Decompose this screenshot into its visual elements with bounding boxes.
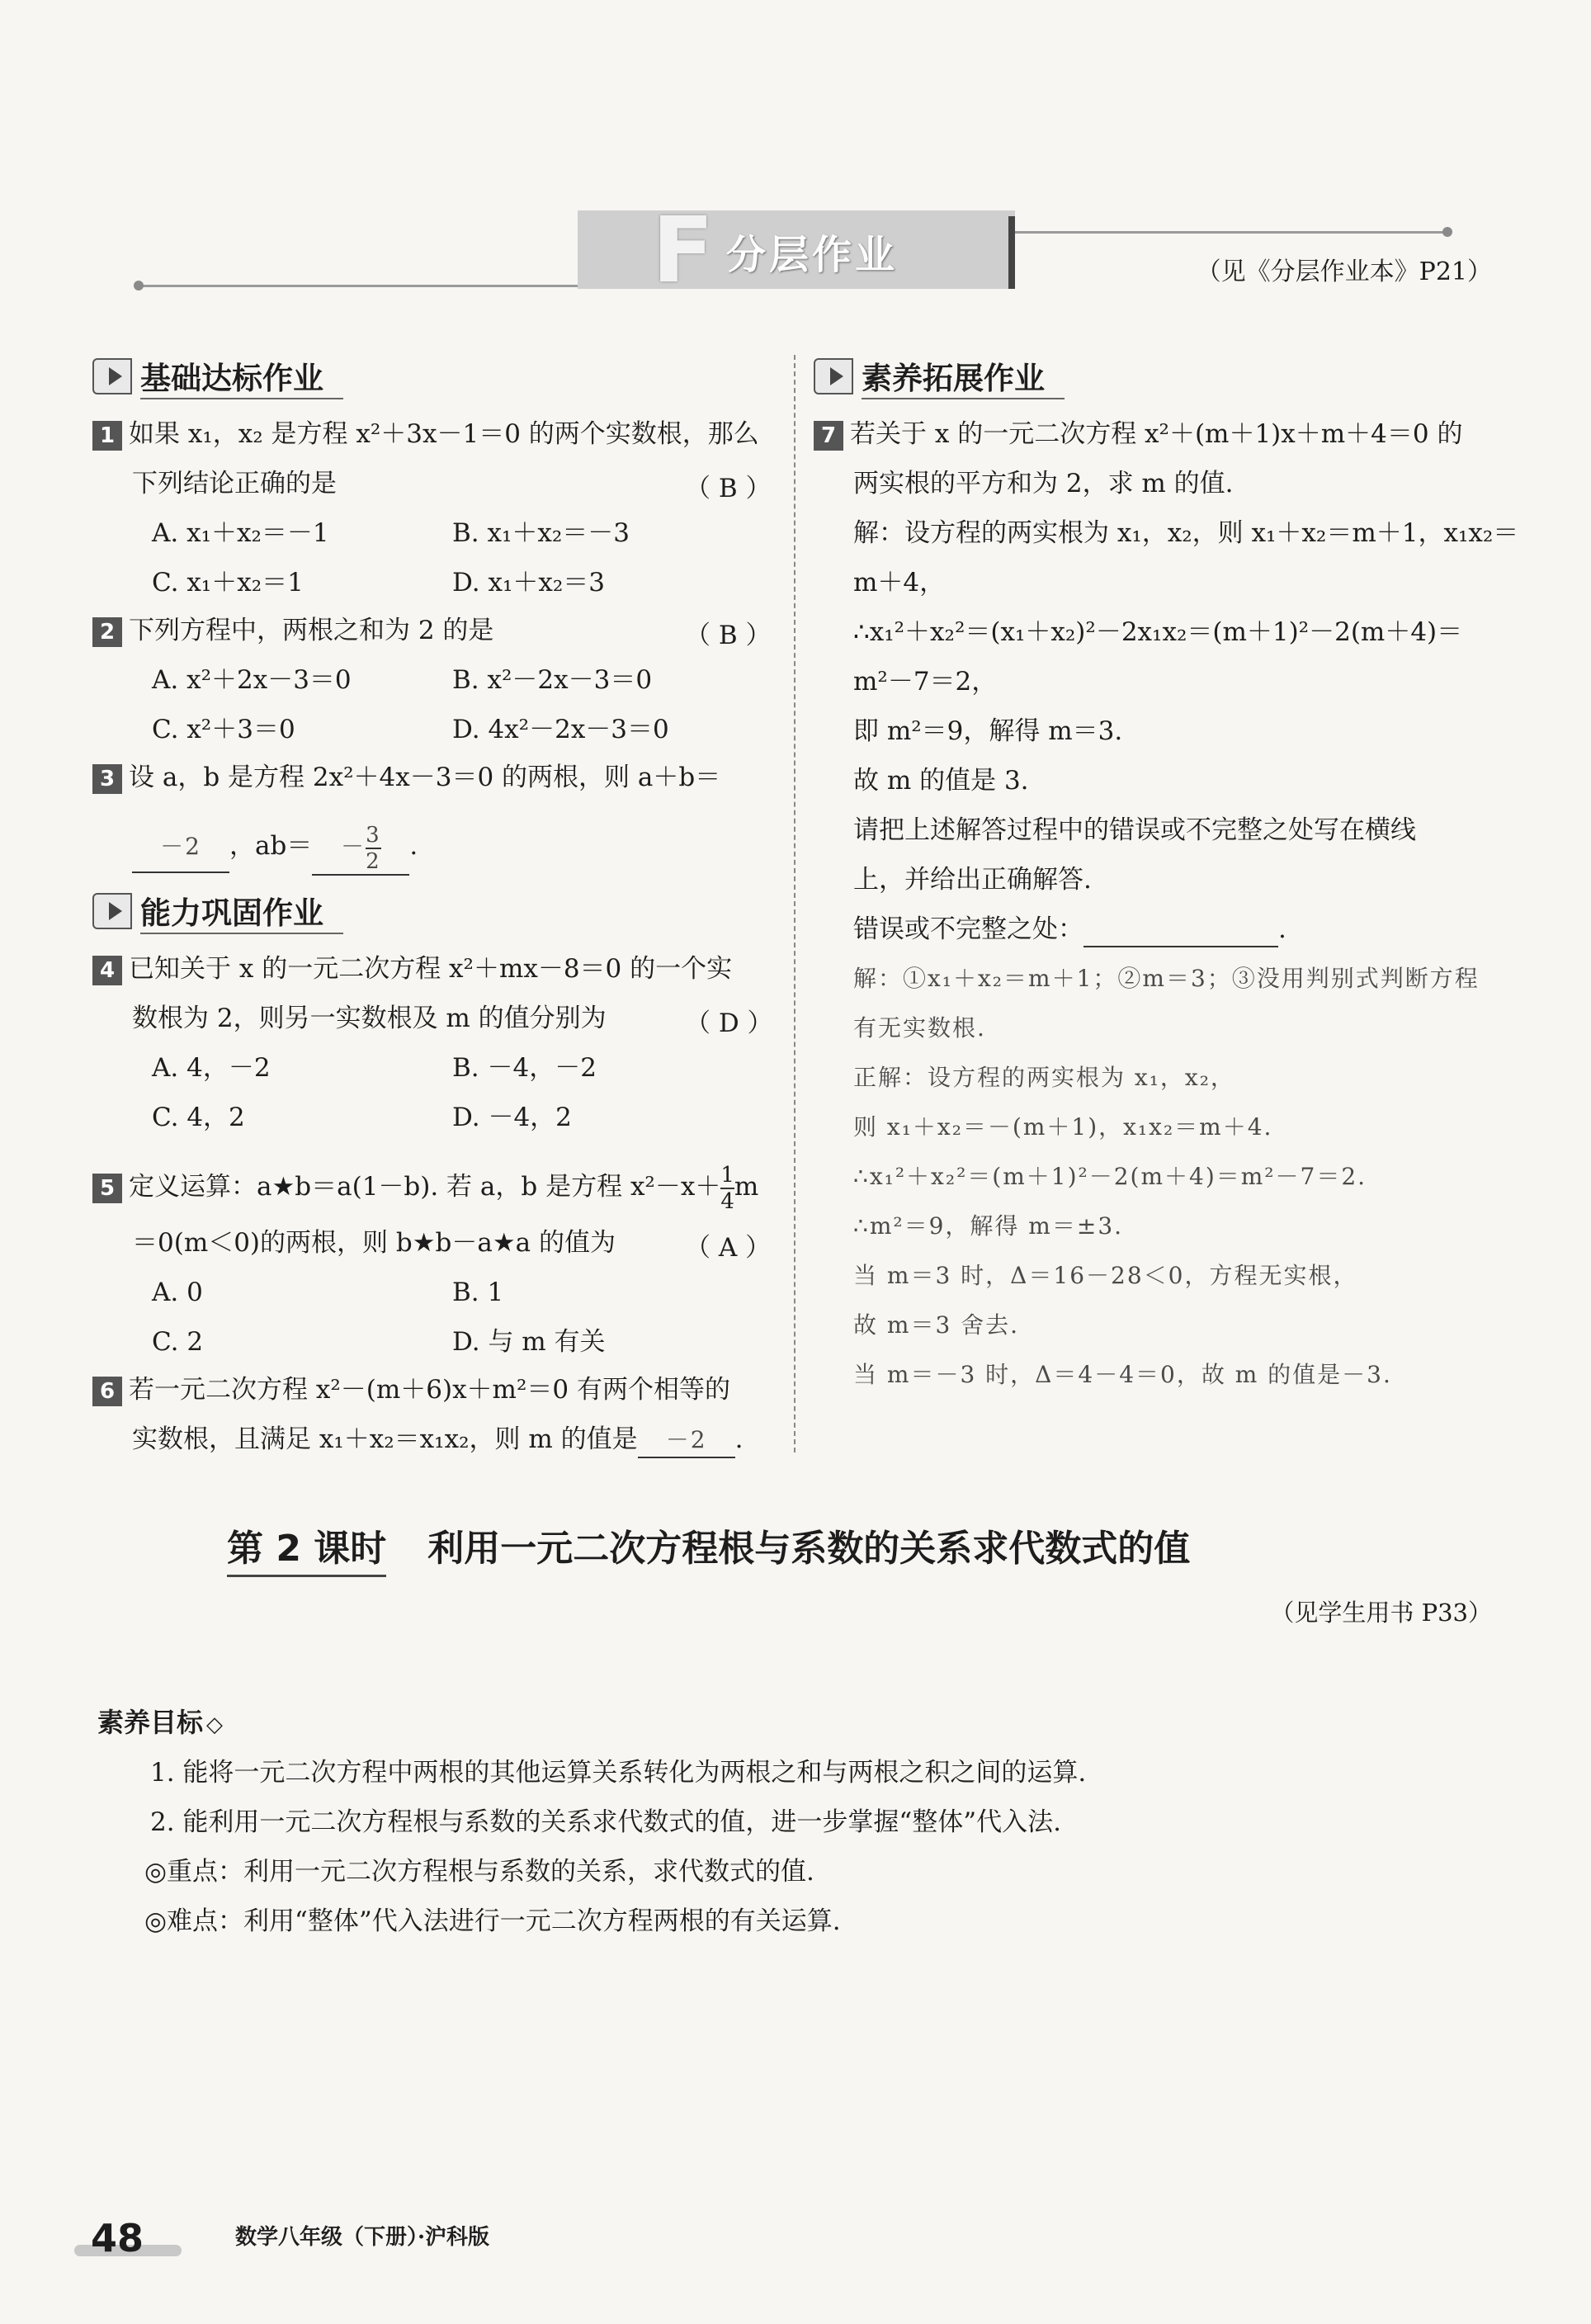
question-3-fraction-num: 3 [366,822,381,848]
question-1-option-c: C. x₁＋x₂＝1 [152,568,304,598]
question-7-line-7: 故 m 的值是 3. [853,766,1029,796]
goals-heading [97,1702,223,1740]
question-7-line-6: 即 m²＝9，解得 m＝3. [853,716,1123,746]
question-7-solution-4: ∴x₁²＋x₂²＝(m＋1)²－2(m＋4)＝m²－7＝2. [853,1163,1367,1190]
section-basic-title: 基础达标作业 [140,353,343,399]
question-1-stem2: 下列结论正确的是 [132,469,337,498]
question-6-blank: －2 [638,1424,735,1458]
goal-key-point: ◎重点：利用一元二次方程根与系数的关系，求代数式的值. [144,1857,814,1887]
question-2-option-b: B. x²－2x－3＝0 [452,665,653,695]
lesson-title-text: 利用一元二次方程根与系数的关系求代数式的值 [427,1528,1191,1570]
question-2-number: 2 [92,617,122,647]
question-4-answer: （ D ） [685,1008,773,1038]
question-3-text: 设 a，b 是方程 2x²＋4x－3＝0 的两根，则 a＋b＝ [129,763,721,792]
question-7-solution-1: 有无实数根. [853,1014,986,1042]
goal-item-2: 2. 能利用一元二次方程根与系数的关系求代数式的值，进一步掌握“整体”代入法. [150,1807,1061,1837]
question-3-mid: ，ab＝ [229,831,313,861]
question-4-number: 4 [92,956,122,985]
question-5-fraction [720,1163,734,1214]
question-7-solution-0: 解：①x₁＋x₂＝m＋1；②m＝3；③没用判别式判断方程 [853,965,1480,992]
header-accent-bar [1008,216,1015,289]
question-1-option-d: D. x₁＋x₂＝3 [452,568,606,598]
question-7-solution-2: 正解：设方程的两实根为 x₁，x₂， [853,1064,1235,1091]
question-1-answer: （ B ） [685,474,772,503]
question-7-line-3: m＋4， [853,568,946,598]
section-extend-title: 素养拓展作业 [862,353,1065,399]
question-6-text-2: 实数根，且满足 x₁＋x₂＝x₁x₂，则 m 的值是 [132,1424,638,1454]
lesson-number: 第 2 课时 [227,1528,386,1577]
question-7-line-9: 上，并给出正确解答. [853,865,1092,895]
question-5-option-d: D. 与 m 有关 [452,1327,606,1357]
question-5-text-end: m [734,1172,759,1202]
question-5-stem2: ＝0(m＜0)的两根，则 b★b－a★a 的值为 [132,1228,616,1258]
lesson-reference: （见学生用书 P33） [1270,1599,1492,1627]
question-7-end: . [1278,914,1286,944]
question-4-option-c: C. 4，2 [152,1103,245,1132]
question-7-solution-3: 则 x₁＋x₂＝－(m＋1)，x₁x₂＝m＋4. [853,1113,1273,1141]
section-ability [92,888,343,934]
header-reference: （见《分层作业本》P21） [1196,257,1492,286]
question-5-fraction-num: 1 [720,1162,734,1188]
question-3-stem [92,761,720,794]
diamond-arrow-icon: ◇ [206,1712,224,1737]
question-7-error-label: 错误或不完整之处： [853,914,1083,944]
question-7-line-10 [853,913,1286,947]
question-7-line-2: 解：设方程的两实根为 x₁，x₂，则 x₁＋x₂＝m＋1，x₁x₂＝ [853,518,1519,548]
question-7-number: 7 [814,421,843,451]
question-7-line-1: 两实根的平方和为 2，求 m 的值. [853,469,1234,498]
column-divider [794,355,796,1452]
question-3-fraction-den: 2 [366,848,381,874]
question-3-blank-2 [312,822,409,876]
question-3-end: . [409,831,418,861]
question-5-option-b: B. 1 [452,1278,504,1307]
section-extend [814,353,1065,399]
question-3-answers [132,821,418,876]
question-7-solution-5: ∴m²＝9，解得 m＝±3. [853,1212,1124,1240]
question-3-blank-2-sign: － [341,833,366,860]
book-title: 数学八年级（下册）·沪科版 [235,2225,490,2250]
goals-heading-text: 素养目标 [97,1707,204,1738]
lesson-title [227,1519,1190,1571]
question-2-text: 下列方程中，两根之和为 2 的是 [129,616,494,645]
question-1-option-b: B. x₁＋x₂＝－3 [452,518,630,548]
question-6-number: 6 [92,1377,122,1406]
question-6-stem2 [132,1423,743,1458]
question-2-option-a: A. x²＋2x－3＝0 [152,665,352,695]
question-3-fraction [366,823,381,874]
arrow-tab-icon [92,358,132,394]
question-7-line-0 [814,418,1462,451]
question-4-stem2: 数根为 2，则另一实数根及 m 的值分别为 [132,1004,607,1033]
question-1-option-a: A. x₁＋x₂＝－1 [152,518,329,548]
question-3-number: 3 [92,764,122,794]
question-2-option-c: C. x²＋3＝0 [152,715,295,744]
question-2-stem [92,614,493,647]
arrow-tab-icon [92,893,132,929]
question-5-option-a: A. 0 [152,1278,203,1307]
question-5-number: 5 [92,1174,122,1203]
question-7-text: 若关于 x 的一元二次方程 x²＋(m＋1)x＋m＋4＝0 的 [850,419,1463,449]
question-4-option-d: D. －4，2 [452,1103,572,1132]
page-number: 48 [91,2216,144,2260]
header-rule-left [142,285,588,287]
question-5-fraction-den: 4 [720,1188,734,1214]
question-6-stem [92,1373,730,1406]
arrow-tab-icon [814,358,853,394]
question-4-stem [92,952,732,985]
question-1-text: 如果 x₁，x₂ 是方程 x²＋3x－1＝0 的两个实数根，那么 [129,419,759,449]
question-6-text: 若一元二次方程 x²－(m＋6)x＋m²＝0 有两个相等的 [129,1375,730,1405]
goal-difficult-point: ◎难点：利用“整体”代入法进行一元二次方程两根的有关运算. [144,1906,841,1936]
question-1-stem [92,418,759,451]
header-letter-logo: F [652,197,715,303]
question-4-option-b: B. －4，－2 [452,1053,597,1083]
question-7-line-4: ∴x₁²＋x₂²＝(x₁＋x₂)²－2x₁x₂＝(m＋1)²－2(m＋4)＝ [853,617,1463,647]
question-7-solution-6: 当 m＝3 时，Δ＝16－28＜0，方程无实根， [853,1262,1358,1289]
question-5-option-c: C. 2 [152,1327,204,1357]
question-7-solution-7: 故 m＝3 舍去. [853,1311,1020,1339]
goal-item-1: 1. 能将一元二次方程中两根的其他运算关系转化为两根之和与两根之积之间的运算. [150,1758,1087,1788]
question-1-number: 1 [92,421,122,451]
header-title: 分层作业 [726,232,899,278]
question-4-text: 已知关于 x 的一元二次方程 x²＋mx－8＝0 的一个实 [129,954,733,984]
question-3-blank-1: －2 [132,822,229,873]
question-7-line-5: m²－7＝2， [853,667,998,697]
question-2-option-d: D. 4x²－2x－3＝0 [452,715,669,744]
section-ability-title: 能力巩固作业 [140,888,343,934]
header-rule-right [1015,231,1444,234]
section-basic [92,353,343,399]
question-4-option-a: A. 4，－2 [152,1053,271,1083]
question-5-answer: （ A ） [685,1233,772,1263]
question-2-answer: （ B ） [685,621,772,650]
question-6-end: . [734,1424,744,1454]
question-5-text: 定义运算：a★b＝a(1－b). 若 a，b 是方程 x²－x＋ [129,1172,721,1202]
question-5-stem [92,1162,758,1214]
question-7-line-8: 请把上述解答过程中的错误或不完整之处写在横线 [853,815,1416,845]
question-7-solution-8: 当 m＝－3 时，Δ＝4－4＝0，故 m 的值是－3. [853,1361,1392,1388]
